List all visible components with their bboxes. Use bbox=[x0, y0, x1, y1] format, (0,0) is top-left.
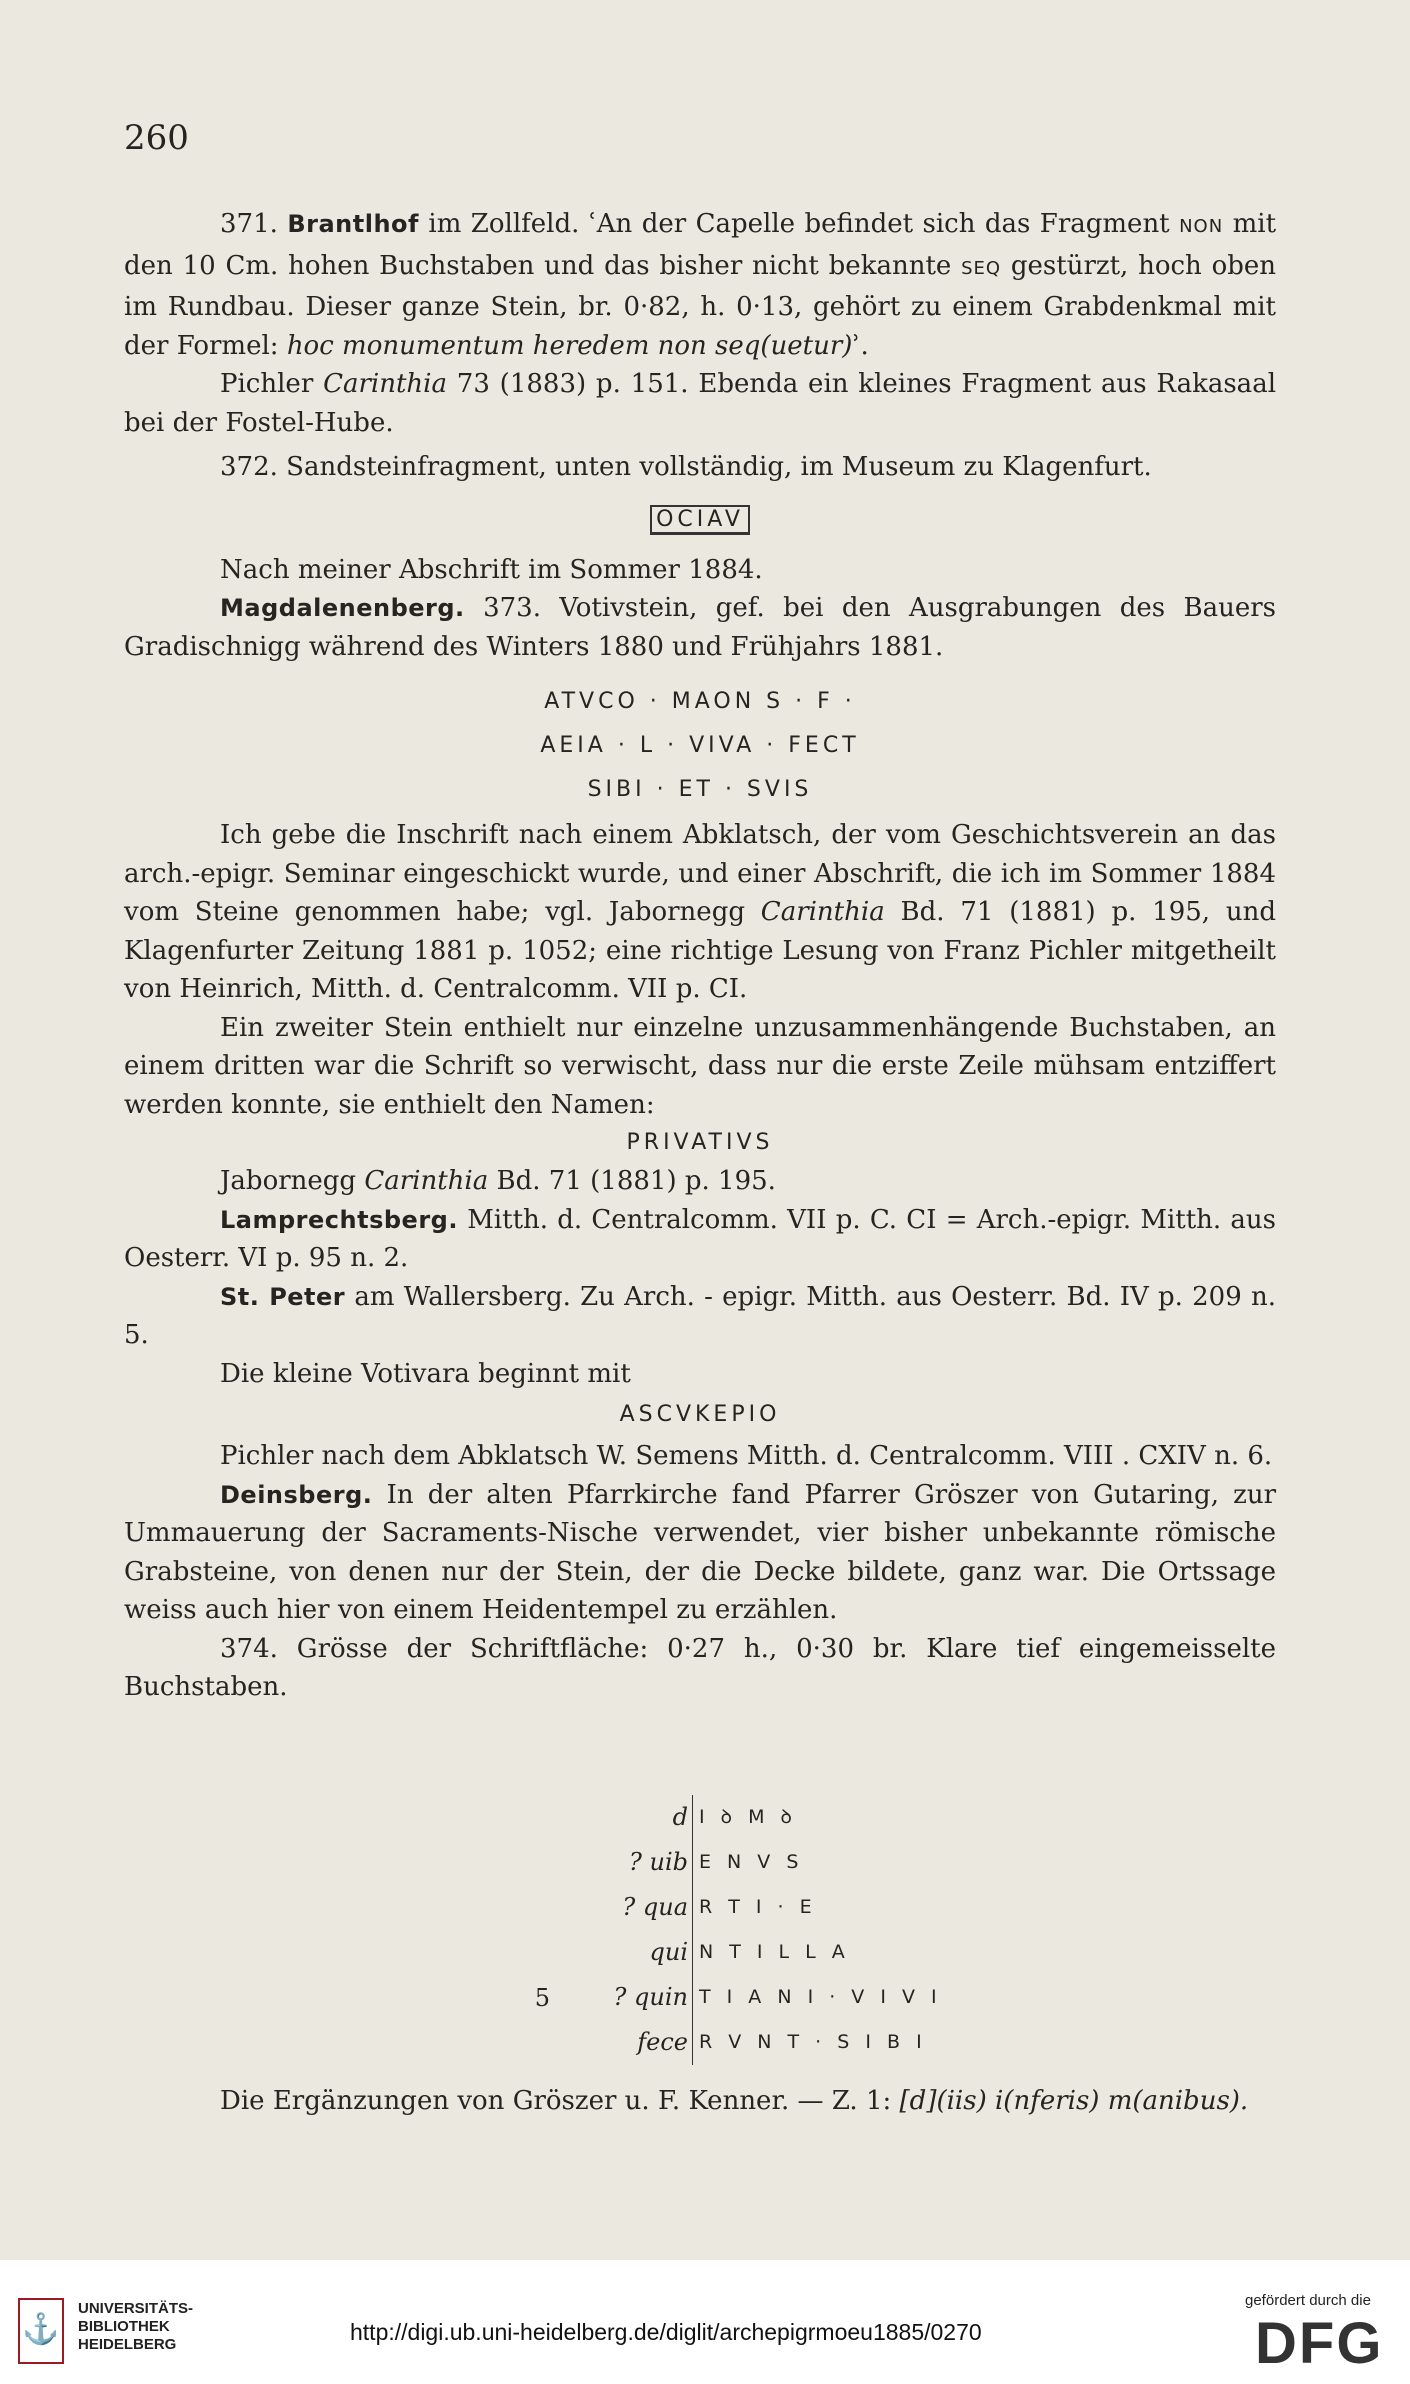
stpeter-text: am Wallersberg. Zu Arch. - epigr. Mitth. aus Oesterr. Bd. IV p. 209 n. 5. bbox=[124, 1281, 1277, 1350]
place-brantlhof: Brantlhof bbox=[287, 210, 419, 238]
ref-detail: 73 (1883) p. 151. Ebenda ein kleines Fragment aus Rakasaal bei der Fostel-Hube. bbox=[124, 369, 1277, 438]
caps-non: NON bbox=[1179, 216, 1224, 237]
p1-text-a: Ich gebe die Inschrift nach einem Abklatsch, der vom Geschichtsverein an das arch.-epigr. Seminar eingeschickt wurde, und einer Abschrift, die ich im Sommer 1884 vom Steine genommen habe; vgl. Jabornegg bbox=[124, 820, 1276, 927]
footnote bbox=[124, 2082, 1276, 2121]
inscription-ascvkepio: ASCVKEPIO bbox=[619, 1402, 781, 1427]
row-number: 5 bbox=[534, 1983, 550, 2012]
inscription-ociav-line bbox=[124, 505, 1276, 535]
entry-371-text-4: ʾ. bbox=[852, 330, 869, 361]
row-inscription: R V N T · S I B I bbox=[699, 2031, 927, 2053]
inscription-line-1: ATVCO · MAON S · F · bbox=[544, 689, 856, 714]
row-supplement: fece bbox=[558, 2020, 693, 2065]
p1-journal: Carinthia bbox=[760, 897, 885, 927]
entry-371-text-1: im Zollfeld. ʿAn der Capelle befindet sich das Fragment bbox=[428, 209, 1170, 239]
entry-372-text: 372. Sandsteinfragment, unten vollständig, im Museum zu Klagenfurt. bbox=[220, 452, 1152, 482]
row-inscription: E N V S bbox=[699, 1851, 804, 1873]
deinsberg-paragraph bbox=[124, 1476, 1276, 1630]
row-supplement: qui bbox=[558, 1930, 693, 1975]
inscription-374-table bbox=[470, 1795, 942, 2065]
inscription-row bbox=[470, 2020, 942, 2065]
anchor-icon: ⚓ bbox=[22, 2312, 60, 2347]
dfg-logo: DFG bbox=[1255, 2311, 1384, 2376]
row-inscription: N T I L L A bbox=[699, 1941, 850, 1963]
place-st-peter: St. Peter bbox=[220, 1282, 346, 1311]
stpeter-line-2: Die kleine Votivara beginnt mit bbox=[220, 1358, 631, 1389]
place-lamprechtsberg: Lamprechtsberg. bbox=[220, 1205, 458, 1234]
dfg-funding-text: gefördert durch die bbox=[1245, 2292, 1371, 2309]
entry-374-text: 374. Grösse der Schriftfläche: 0·27 h., 0·30 br. Klare tief eingemeisselte Buchstaben. bbox=[124, 1633, 1276, 1702]
inscription-row bbox=[470, 1975, 942, 2020]
magdalenenberg-paragraph-2 bbox=[124, 816, 1276, 1009]
entry-371-text-3: gestürzt, hoch oben im Rundbau. Dieser ganze Stein, br. 0·82, h. 0·13, gehört zu einem Grabdenkmal mit der Formel: bbox=[124, 250, 1277, 361]
row-inscription: T I A N I · V I V I bbox=[699, 1986, 942, 2008]
entry-371-reference bbox=[124, 365, 1276, 442]
place-magdalenenberg: Magdalenenberg. bbox=[220, 594, 465, 622]
place-deinsberg: Deinsberg. bbox=[220, 1480, 373, 1509]
page-number: 260 bbox=[124, 118, 189, 158]
entry-371-paragraph bbox=[124, 205, 1276, 365]
entry-372-note: Nach meiner Abschrift im Sommer 1884. bbox=[220, 554, 763, 585]
inscription-row bbox=[470, 1795, 942, 1840]
uni-line-1: UNIVERSITÄTS- bbox=[78, 2300, 194, 2317]
inscription-row bbox=[470, 1885, 942, 1930]
p1-text-b: Bd. 71 (1881) p. 195, und Klagenfurter Zeitung 1881 p. 1052; eine richtige Lesung von Franz Pichler mitgetheilt von Heinrich, Mitth. d. Centralcomm. VII p. CI. bbox=[124, 897, 1277, 1004]
ref-journal: Carinthia bbox=[323, 369, 447, 399]
source-url-link[interactable]: http://digi.ub.uni-heidelberg.de/diglit/archepigrmoeu1885/0270 bbox=[350, 2319, 982, 2345]
inscription-ociav: OCIAV bbox=[650, 505, 750, 535]
footnote-block bbox=[124, 2082, 1276, 2121]
magdalenenberg-paragraph-3: Ein zweiter Stein enthielt nur einzelne unzusammenhängende Buchstaben, an einem dritten war die Schrift so verwischt, dass nur die erste Zeile mühsam entziffert werden konnte, sie enthielt den Namen: bbox=[124, 1012, 1276, 1120]
uni-line-2: BIBLIOTHEK bbox=[78, 2318, 170, 2335]
formula-text: hoc monumentum heredem non seq(uetur) bbox=[286, 330, 853, 361]
entry-371-number: 371. bbox=[220, 209, 278, 239]
uni-line-3: HEIDELBERG bbox=[78, 2336, 177, 2353]
stpeter-note: Pichler nach dem Abklatsch W. Semens Mitth. d. Centralcomm. VIII . CXIV n. 6. bbox=[220, 1441, 1273, 1471]
entry-371 bbox=[124, 205, 1276, 1707]
footnote-text: Die Ergänzungen von Gröszer u. F. Kenner. — Z. 1: bbox=[220, 2086, 900, 2116]
inscription-line-3: SIBI · ET · SVIS bbox=[587, 777, 813, 802]
inscription-row bbox=[470, 1930, 942, 1975]
university-name bbox=[78, 2300, 193, 2354]
ref2-author: Jabornegg bbox=[220, 1166, 357, 1196]
magdalenenberg-paragraph bbox=[124, 589, 1276, 666]
row-inscription: R T I · E bbox=[699, 1896, 817, 1918]
row-supplement: ? uib bbox=[558, 1840, 693, 1885]
row-supplement: d bbox=[558, 1795, 693, 1840]
magdalenenberg-text: 373. Votivstein, gef. bei den Ausgrabungen des Bauers Gradischnigg während des Winters 1880 und Frühjahrs 1881. bbox=[124, 593, 1276, 662]
stpeter-paragraph bbox=[124, 1278, 1276, 1355]
caps-seq: SEQ bbox=[961, 257, 1002, 279]
ref2-journal: Carinthia bbox=[364, 1166, 489, 1196]
entry-371-text-2: mit den 10 Cm. hohen Buchstaben und das bisher nicht bekannte bbox=[124, 209, 1277, 281]
university-logo bbox=[18, 2298, 64, 2364]
inscription-row bbox=[470, 1840, 942, 1885]
magdalenenberg-ref bbox=[124, 1162, 1276, 1201]
lamprechtsberg-paragraph bbox=[124, 1201, 1276, 1278]
inscription-line-2: AEIA · L · VIVA · FECT bbox=[540, 733, 860, 758]
deinsberg-text: In der alten Pfarrkirche fand Pfarrer Gröszer von Gutaring, zur Ummauerung der Sacraments-Nische verwendet, vier bisher unbekannte römische Grabsteine, von denen nur der Stein, der die Decke bildete, ganz war. Die Ortssage weiss auch hier von einem Heidentempel zu erzählen. bbox=[124, 1479, 1277, 1625]
row-supplement: ? quin bbox=[558, 1975, 693, 2020]
inscription-privativs: PRIVATIVS bbox=[626, 1130, 774, 1155]
ref-author: Pichler bbox=[220, 369, 314, 399]
lamprechtsberg-text: Mitth. d. Centralcomm. VII p. C. CI = Arch.-epigr. Mitth. aus Oesterr. VI p. 95 n. 2. bbox=[124, 1204, 1276, 1273]
row-supplement: ? qua bbox=[558, 1885, 693, 1930]
footnote-formula: [d](iis) i(nferis) m(anibus). bbox=[899, 2086, 1249, 2116]
ref2-detail: Bd. 71 (1881) p. 195. bbox=[496, 1166, 776, 1196]
row-inscription: I ꝺ M ꝺ bbox=[699, 1806, 797, 1828]
